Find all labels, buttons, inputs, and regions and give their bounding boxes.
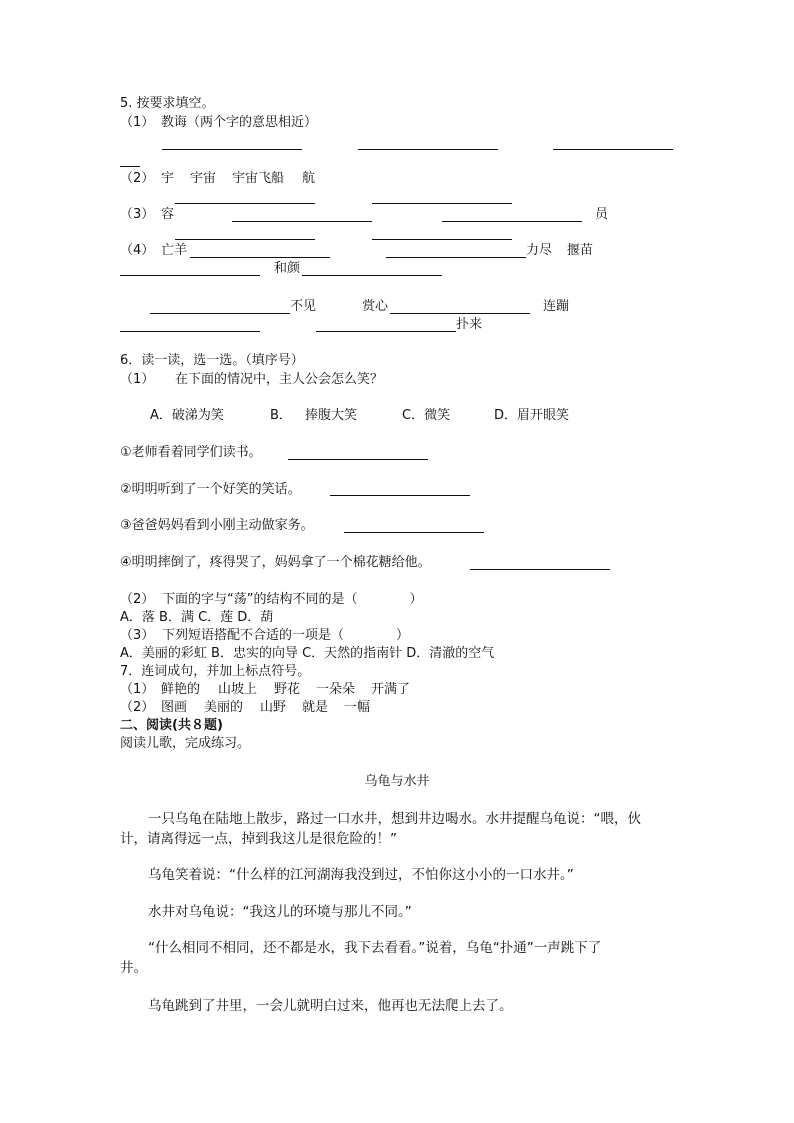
q7-item2-word-5: 一幅 [344,700,371,715]
q6-part1-label: （1） [120,372,155,387]
q7-item1-word-1: 鲜艳的 [161,682,201,697]
q5-item1-blank-4[interactable] [120,166,140,167]
q5-item2-word-3: 宇宙飞船 [232,171,285,186]
q5-item2-word-2: 宇宙 [190,171,217,186]
q6-sentence-3-blank[interactable] [344,532,484,533]
q5-heading: 5. 按要求填空。 [120,96,215,111]
q6-part2-text: 下面的字与“荡”的结构不同的是（ ） [162,592,423,607]
q6-sentence-4-blank[interactable] [470,569,610,570]
q6-sentence-2: ②明明听到了一个好笑的笑话。 [120,482,301,497]
q5-item3-blank-3[interactable] [175,239,315,240]
q7-item1-word-5: 开满了 [371,682,411,697]
q5-item4-blank-8[interactable] [316,331,456,332]
q6-option-b-text: 捧腹大笑 [305,408,358,423]
q5-item4-phrase-3: 揠苗 [567,243,594,258]
q5-item4-label: （4） [120,243,155,258]
q7-item2-word-4: 就是 [302,700,329,715]
story-paragraph-5: 乌龟跳到了井里，一会儿就明白过来，他再也无法爬上去了。 [148,998,513,1014]
q5-item3-blank-4[interactable] [372,239,512,240]
story-paragraph-2: 乌龟笑着说：“什么样的江河湖海我没到过，不怕你这小小的一口水井。” [148,867,574,883]
reading-section-heading: 二、阅读(共８题) [120,718,223,733]
q7-item1-word-2: 山坡上 [218,682,258,697]
story-title: 乌龟与水井 [364,774,430,789]
q5-item3-word-2: 员 [595,207,609,222]
q6-sentence-4: ④明明摔倒了，疼得哭了，妈妈拿了一个棉花糖给他。 [120,555,431,570]
story-paragraph-4-line-2: 井。 [120,960,147,976]
q6-part2-label: （2） [120,592,155,607]
q6-sentence-3: ③爸爸妈妈看到小刚主动做家务。 [120,518,314,533]
story-paragraph-4-line-1: “什么相同不相同，还不都是水，我下去看看。”说着，乌龟“扑通”一声跳下了 [148,940,602,956]
q7-item2-word-3: 山野 [260,700,287,715]
q5-item3-blank-2[interactable] [442,221,582,222]
q6-option-c: C．微笑 [402,408,451,423]
q5-item2-word-1: 宇 [161,171,175,186]
q5-item3-word-1: 容 [161,207,175,222]
q7-item2-label: （2） [120,700,155,715]
q6-option-d: D．眉开眼笑 [494,408,570,423]
q5-item4-phrase-5: 不见 [290,299,317,314]
q5-item2-blank-1[interactable] [175,203,315,204]
q5-item4-blank-6[interactable] [390,313,530,314]
q6-option-a: A．破涕为笑 [150,408,224,423]
reading-instruction: 阅读儿歌，完成练习。 [120,736,251,751]
q5-item3-label: （3） [120,207,155,222]
q5-item4-phrase-2: 力尽 [526,243,553,258]
q6-heading: 6．读一读，选一选。（填序号） [120,353,304,368]
q5-item4-blank-1[interactable] [190,257,330,258]
q6-option-b: B． [270,408,292,423]
q7-item1-word-3: 野花 [274,682,301,697]
q5-item4-phrase-4: 和颜 [274,261,301,276]
q7-item2-word-1: 图画 [161,700,188,715]
q5-item2-word-4: 航 [302,171,316,186]
q6-part1-text: 在下面的情况中，主人公会怎么笑？ [175,372,384,387]
q5-item3-blank-1[interactable] [232,221,372,222]
q5-item1-blank-3[interactable] [553,149,673,150]
story-paragraph-3: 水井对乌龟说：“我这儿的环境与那儿不同。” [148,904,412,920]
q5-item4-phrase-8: 扑来 [456,317,483,332]
q6-sentence-1: ①老师看着同学们读书。 [120,445,262,460]
q6-sentence-2-blank[interactable] [330,495,470,496]
q7-heading: 7．连词成句，并加上标点符号。 [120,664,311,679]
q5-item4-blank-3[interactable] [120,275,260,276]
q5-item4-blank-7[interactable] [120,331,260,332]
q6-part2-options: A．落 B．满 C．莲 D．葫 [120,610,274,625]
q5-item4-blank-2[interactable] [386,257,526,258]
q5-item1-text: 教诲（两个字的意思相近） [161,115,318,130]
q5-item4-phrase-6: 赏心 [362,299,389,314]
q5-item1-blank-1[interactable] [162,149,302,150]
q7-item2-word-2: 美丽的 [204,700,244,715]
q6-part3-options: A．美丽的彩虹 B．忠实的向导 C．天然的指南针 D．清澈的空气 [120,646,495,661]
story-paragraph-1-line-2: 计，请离得远一点，掉到我这儿是很危险的！” [120,831,397,847]
q5-item4-blank-4[interactable] [302,275,442,276]
q6-part3-label: （3） [120,628,155,643]
q5-item2-label: （2） [120,171,155,186]
story-paragraph-1-line-1: 一只乌龟在陆地上散步，路过一口水井，想到井边喝水。水井提醒乌龟说：“喂，伙 [148,811,641,827]
q5-item2-blank-2[interactable] [372,203,512,204]
q7-item1-label: （1） [120,682,155,697]
q5-item4-phrase-7: 连蹦 [543,299,570,314]
q7-item1-word-4: 一朵朵 [316,682,356,697]
q5-item4-phrase-1: 亡羊 [161,243,188,258]
q5-item1-label: （1） [120,115,155,130]
q6-sentence-1-blank[interactable] [288,459,428,460]
q6-part3-text: 下列短语搭配不合适的一项是（ ） [162,628,410,643]
q5-item1-blank-2[interactable] [358,149,498,150]
q5-item4-blank-5[interactable] [150,313,290,314]
